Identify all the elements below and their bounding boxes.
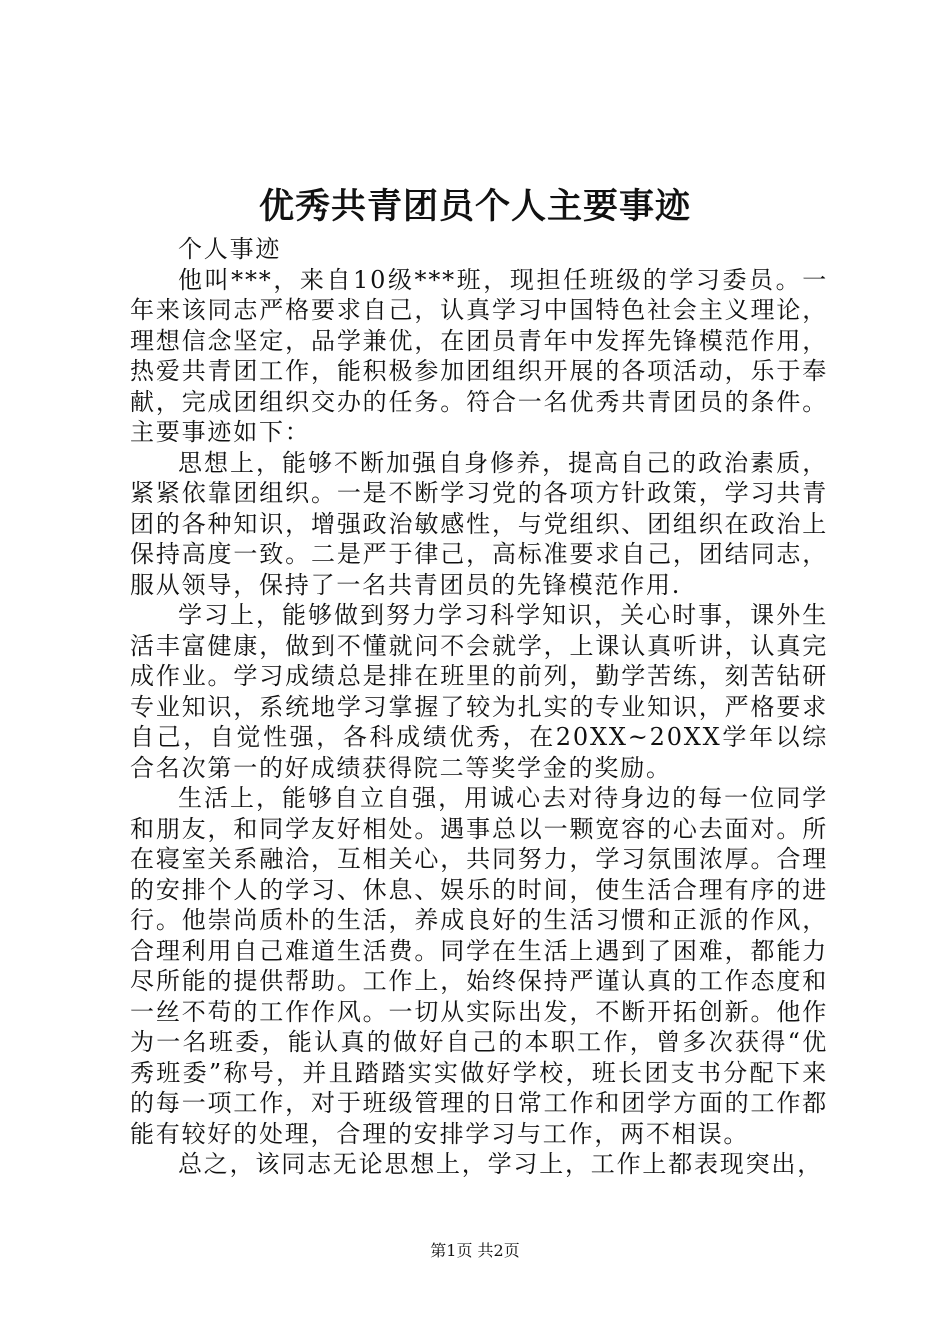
document-title: 优秀共青团员个人主要事迹 (258, 186, 691, 227)
paragraph-life-work: 生活上，能够自立自强，用诚心去对待身边的每一位同学和朋友，和同学友好相处。遇事总以一颗宽容的心去面对。所在寝室关系融洽，互相关心，共同努力，学习氛围浓厚。合理的安排个人的学习、休息、娱乐的时间，使生活合理有序的进行。他崇尚质朴的生活，养成良好的生活习惯和正派的作风，合理利用自己难道生活费。同学在生活上遇到了困难，都能力尽所能的提供帮助。工作上，始终保持严谨认真的工作态度和一丝不苟的工作作风。一切从实际出发，不断开拓创新。他作为一名班委，能认真的做好自己的本职工作，曾多次获得“优秀班委”称号，并且踏踏实实做好学校，班长团支书分配下来的每一项工作，对于班级管理的日常工作和团学方面的工作都能有较好的处理，合理的安排学习与工作，两不相误。 (130, 784, 828, 1148)
section-heading: 个人事迹 (178, 235, 282, 263)
document-body (130, 234, 828, 1180)
paragraph-study: 学习上，能够做到努力学习科学知识，关心时事，课外生活丰富健康，做到不懂就问不会就学，上课认真听讲，认真完成作业。学习成绩总是排在班里的前列，勤学苦练，刻苦钻研专业知识，系统地学习掌握了较为扎实的专业知识，严格要求自己，自觉性强，各科成绩优秀，在20XX~20XX学年以综合名次第一的好成绩获得院二等奖学金的奖励。 (130, 601, 828, 782)
page-number: 第1页 共2页 (430, 1241, 520, 1260)
paragraph-summary: 总之，该同志无论思想上，学习上，工作上都表现突出， (178, 1150, 823, 1178)
paragraph-intro: 他叫***，来自10级***班，现担任班级的学习委员。一年来该同志严格要求自己，认真学习中国特色社会主义理论，理想信念坚定，品学兼优，在团员青年中发挥先锋模范作用，热爱共青团工作，能积极参加团组织开展的各项活动，乐于奉献，完成团组织交办的任务。符合一名优秀共青团员的条件。主要事迹如下： (130, 265, 828, 446)
paragraph-thought: 思想上，能够不断加强自身修养，提高自己的政治素质，紧紧依靠团组织。一是不断学习党的各项方针政策，学习共青团的各种知识，增强政治敏感性，与党组织、团组织在政治上保持高度一致。二是严于律己，高标准要求自己，团结同志，服从领导，保持了一名共青团员的先锋模范作用. (130, 448, 828, 599)
